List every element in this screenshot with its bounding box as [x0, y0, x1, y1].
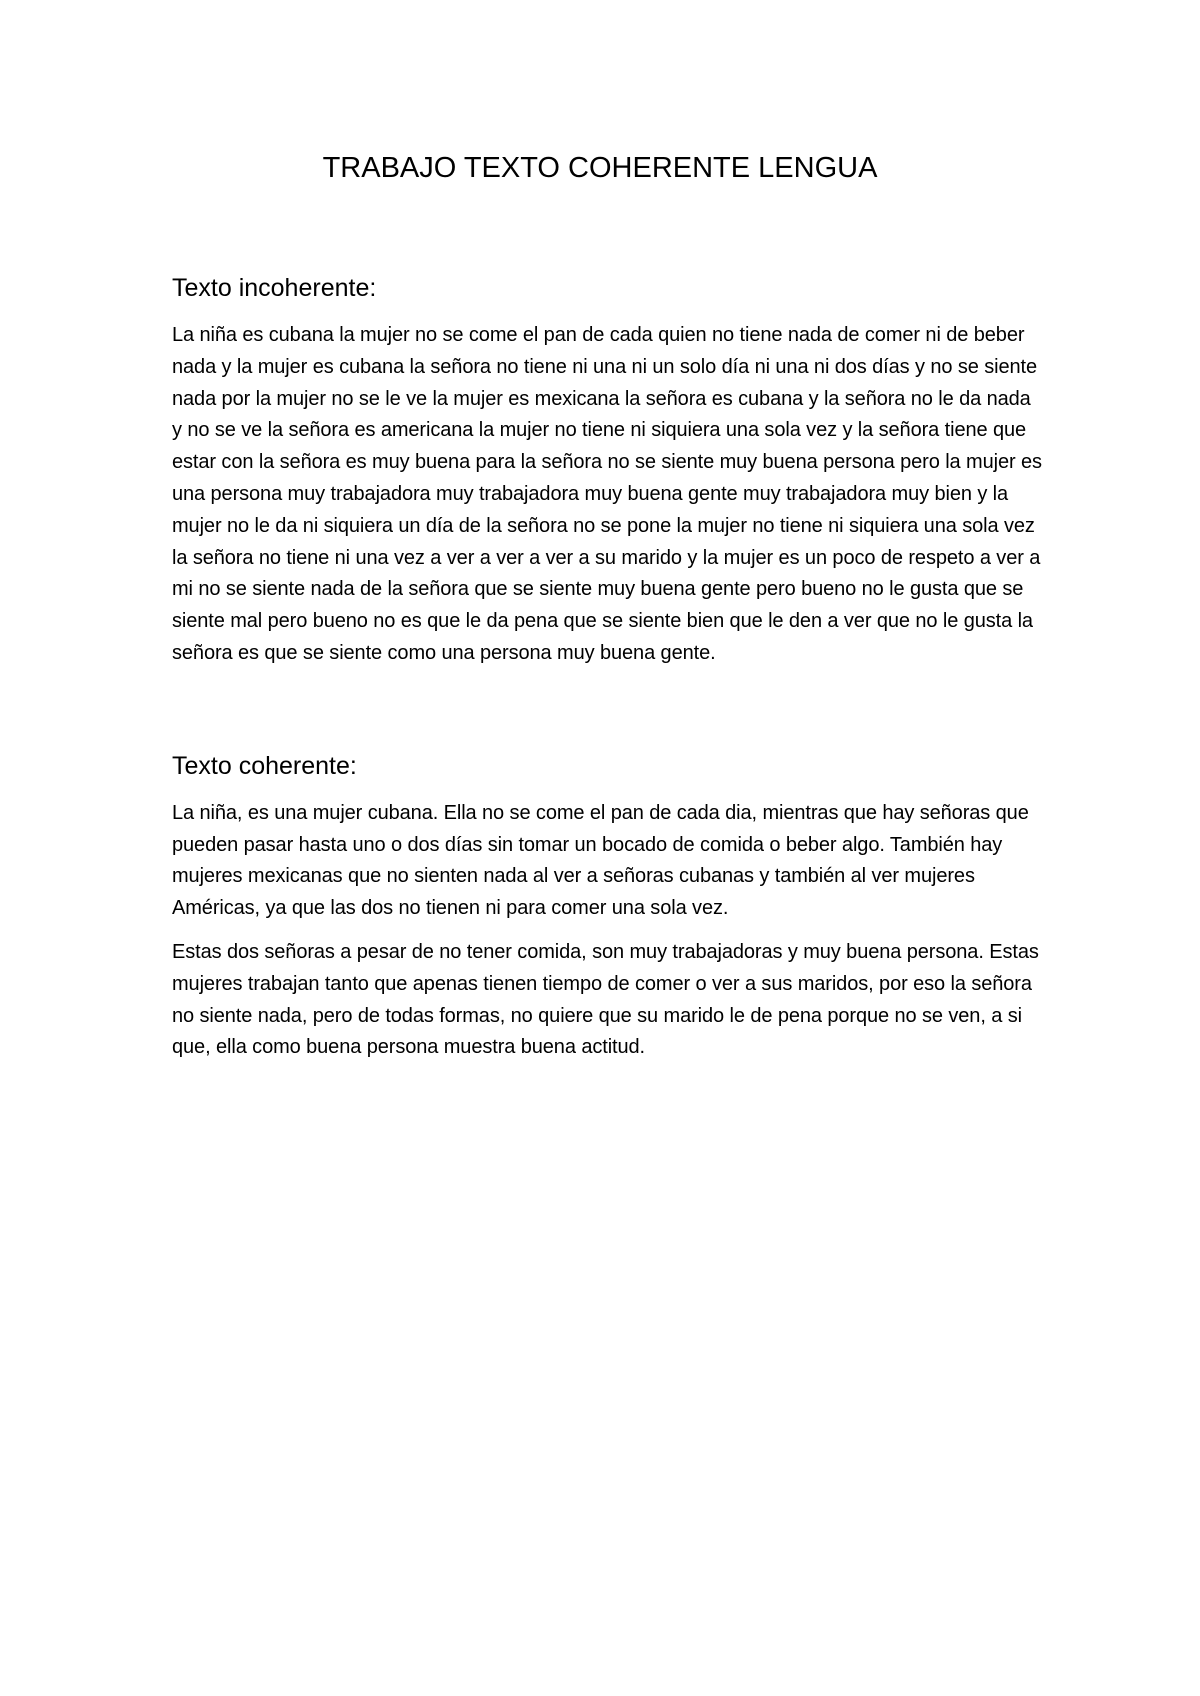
section-incoherent-text [172, 272, 1042, 670]
document-body [172, 272, 1042, 1076]
section-coherent-text [172, 750, 1042, 1064]
paragraph-coherent-1: La niña, es una mujer cubana. Ella no se come el pan de cada dia, mientras que hay señoras que pueden pasar hasta uno o dos días sin tomar un bocado de comida o beber algo. También hay mujeres mexicanas que no sienten nada al ver a señoras cubanas y también al ver mujeres Américas, ya que las dos no tienen ni para comer una sola vez. [172, 801, 1029, 920]
section-spacer [172, 682, 1042, 750]
section-heading-coherent: Texto coherente: [172, 751, 357, 780]
document-title: TRABAJO TEXTO COHERENTE LENGUA [322, 152, 878, 184]
paragraph-coherent-2: Estas dos señoras a pesar de no tener comida, son muy trabajadoras y muy buena persona. Estas mujeres trabajan tanto que apenas tienen tiempo de comer o ver a sus maridos, por eso la señora no siente nada, pero de todas formas, no quiere que su marido le de pena porque no se ven, a si que, ella como buena persona muestra buena actitud. [172, 940, 1039, 1059]
section-heading-incoherent: Texto incoherente: [172, 274, 377, 302]
paragraph-incoherent-1: La niña es cubana la mujer no se come el pan de cada quien no tiene nada de comer ni de beber nada y la mujer es cubana la señora no tiene ni una ni un solo día ni una ni dos días y no se siente nada por la mujer no se le ve la mujer es mexicana la señora es cubana y la señora no le da nada y no se ve la señora es americana la mujer no tiene ni siquiera una sola vez y la señora tiene que estar con la señora es muy buena para la señora no se siente muy buena persona pero la mujer es una persona muy trabajadora muy trabajadora muy buena gente muy trabajadora muy bien y la mujer no le da ni siquiera un día de la señora no se pone la mujer no tiene ni siquiera una sola vez la señora no tiene ni una vez a ver a ver a ver a su marido y la mujer es un poco de respeto a ver a mi no se siente nada de la señora que se siente muy buena gente pero bueno no le gusta que se siente mal pero bueno no es que le da pena que se siente bien que le den a ver que no le gusta la señora es que se siente como una persona muy buena gente. [172, 324, 1042, 664]
